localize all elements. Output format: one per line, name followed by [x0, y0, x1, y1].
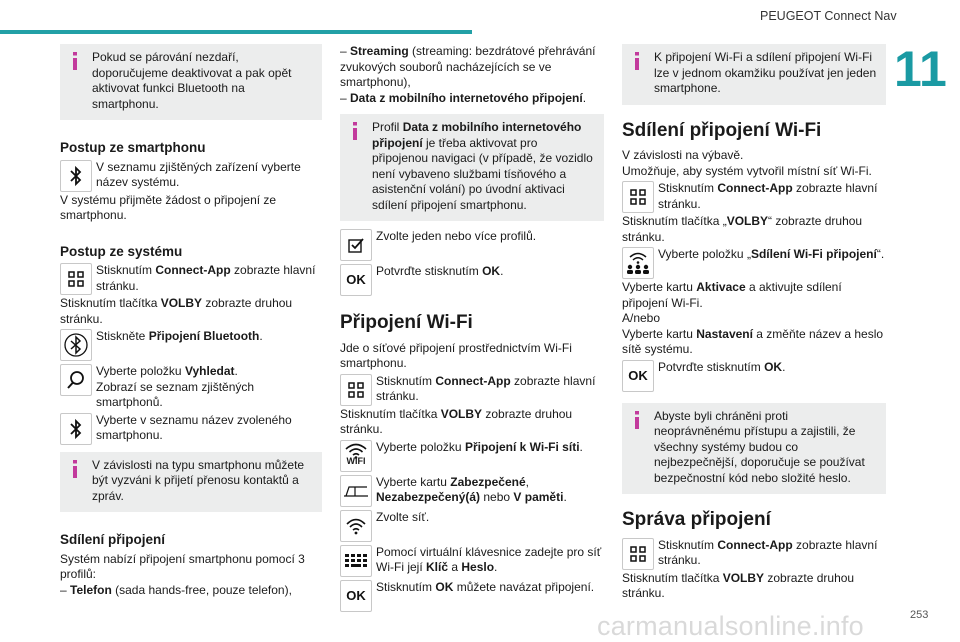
step-text: Pomocí virtuální klávesnice zadejte pro síť Wi-Fi její Klíč a Heslo. [376, 544, 602, 574]
wifi-signal-icon [340, 510, 372, 542]
info-note [60, 452, 322, 513]
ok-icon: OK [340, 580, 372, 612]
step-keyboard [340, 545, 604, 578]
step-confirm-ok [622, 360, 886, 393]
paragraph: Stisknutím tlačítka VOLBY zobrazte druhou stránku. [60, 296, 293, 326]
bluetooth-icon [60, 413, 92, 445]
step-text: Vyberte položku „Sdílení Wi-Fi připojení“. [658, 247, 885, 261]
info-note [622, 403, 886, 495]
step-text: Vyberte položku Vyhledat. [96, 364, 238, 378]
step-text: Stisknutím Connect-App zobrazte hlavní stránku. [658, 181, 878, 211]
paragraph: Jde o síťové připojení prostřednictvím Wi-Fi smartphonu. [340, 340, 572, 370]
ok-icon: OK [340, 264, 372, 296]
paragraph: Stisknutím tlačítka VOLBY zobrazte druhou stránku. [622, 570, 855, 600]
step-bluetooth-connection [60, 329, 322, 362]
info-note [60, 44, 322, 120]
paragraph: Vyberte kartu Aktivace a aktivujte sdílení připojení Wi-Fi. [622, 280, 842, 310]
apps-grid-icon [622, 181, 654, 213]
apps-grid-icon [622, 538, 654, 570]
info-icon [68, 52, 82, 70]
bluetooth-icon [60, 160, 92, 192]
step-ok-connect [340, 580, 604, 613]
heading-connection-management: Správa připojení [622, 509, 771, 530]
heading-from-smartphone: Postup ze smartphonu [60, 140, 206, 155]
note-text: Profil Data z mobilního internetového připojení je třeba aktivovat pro připojenou navigaci (v případě, že vozidlo není vybaveno službami tísňového a asistenční volání) po úvodní aktivaci sdílení připojení smartphonu. [372, 120, 593, 212]
paragraph: Stisknutím tlačítka „VOLBY“ zobrazte druhou stránku. [622, 214, 863, 244]
header-accent-bar [0, 30, 472, 34]
column-3 [622, 44, 886, 602]
note-text: V závislosti na typu smartphonu můžete být vyzváni k přijetí přenosu kontaktů a zpráv. [92, 457, 305, 503]
step-text: Zobrazí se seznam zjištěných smartphonů. [96, 379, 255, 409]
tabs-icon [340, 475, 372, 507]
wifi-sharing-icon [622, 247, 654, 279]
step-text: Stiskněte Připojení Bluetooth. [96, 329, 263, 343]
watermark: carmanualsonline.info [597, 611, 864, 641]
paragraph: A/nebo [622, 311, 661, 325]
heading-connection-sharing: Sdílení připojení [60, 532, 166, 547]
info-note [622, 44, 886, 105]
step-text: V seznamu zjištěných zařízení vyberte název systému. [96, 159, 301, 189]
column-1 [60, 44, 322, 598]
step-phone [60, 160, 322, 193]
chapter-number: 11 [894, 41, 947, 97]
step-wifi-network [340, 440, 604, 473]
paragraph: V závislosti na výbavě. [622, 148, 744, 162]
step-text: Vyberte v seznamu název zvoleného smartphonu. [96, 412, 292, 442]
paragraph: Systém nabízí připojení smartphonu pomocí 3 profilů: [60, 551, 305, 581]
step-select-phone [60, 413, 322, 446]
step-connect-app [340, 374, 604, 407]
apps-grid-icon [60, 263, 92, 295]
bluetooth-circle-icon [60, 329, 92, 361]
step-search [60, 364, 322, 411]
step-confirm-ok [340, 264, 604, 297]
step-text: Stisknutím Connect-App zobrazte hlavní stránku. [376, 373, 596, 403]
step-text: Potvrďte stisknutím OK. [658, 359, 786, 374]
list-item: – Telefon (sada hands-free, pouze telefon), [60, 582, 292, 597]
info-icon [630, 52, 644, 70]
paragraph: Vyberte kartu Nastavení a změňte název a heslo sítě systému. [622, 326, 884, 356]
paragraph: Umožňuje, aby systém vytvořil místní síť Wi-Fi. [622, 163, 872, 178]
list-item: – Data z mobilního internetového připojení. [340, 90, 587, 105]
step-text: Vyberte kartu Zabezpečené, Nezabezpečený(á) nebo V paměti. [376, 474, 567, 504]
ok-icon: OK [622, 360, 654, 392]
step-select-profiles [340, 229, 604, 262]
step-text: Zvolte síť. [376, 509, 430, 524]
header-title: PEUGEOT Connect Nav [760, 9, 897, 23]
step-text: Zvolte jeden nebo více profilů. [376, 229, 537, 243]
paragraph: V systému přijměte žádost o připojení ze smartphonu. [60, 192, 277, 222]
wifi-icon: WIFI [340, 440, 372, 472]
list-item: – Streaming (streaming: bezdrátové přehrávání zvukových souborů nacházejících se ve smartphonu), [340, 44, 596, 89]
info-icon [68, 460, 82, 478]
step-text: Vyberte položku Připojení k Wi-Fi síti. [376, 439, 583, 454]
heading-wifi-connection: Připojení Wi-Fi [340, 312, 473, 333]
keyboard-icon [340, 545, 372, 577]
page-number: 253 [910, 609, 929, 621]
apps-grid-icon [340, 374, 372, 406]
step-wifi-sharing [622, 247, 886, 280]
info-note [340, 114, 604, 221]
column-2 [340, 44, 604, 613]
step-select-tab [340, 475, 604, 508]
step-text: Potvrďte stisknutím OK. [376, 264, 504, 278]
info-icon [348, 122, 362, 140]
paragraph: Stisknutím tlačítka VOLBY zobrazte druhou stránku. [340, 406, 573, 436]
search-icon [60, 364, 92, 396]
heading-from-system: Postup ze systému [60, 243, 183, 259]
note-text: K připojení Wi-Fi a sdílení připojení Wi-Fi lze v jednom okamžiku používat jen jeden smartphone. [654, 50, 877, 95]
step-text: Stisknutím OK můžete navázat připojení. [376, 579, 595, 594]
info-icon [630, 411, 644, 429]
step-select-network [340, 510, 604, 543]
step-connect-app [622, 181, 886, 214]
step-connect-app [622, 538, 886, 571]
heading-wifi-sharing: Sdílení připojení Wi-Fi [622, 119, 822, 141]
checkbox-icon [340, 229, 372, 261]
note-text: Abyste byli chráněni proti neoprávněnému přístupu a zajistili, že všechny systémy budou co nejbezpečnější, doporučuje se používat bezpečnostní kód nebo složité heslo. [654, 408, 865, 485]
step-text: Stisknutím Connect-App zobrazte hlavní stránku. [96, 263, 316, 293]
note-text: Pokud se párování nezdaří, doporučujeme deaktivovat a pak opět aktivovat funkci Bluetooth na smartphonu. [92, 50, 292, 111]
step-connect-app [60, 263, 322, 296]
step-text: Stisknutím Connect-App zobrazte hlavní stránku. [658, 537, 878, 567]
